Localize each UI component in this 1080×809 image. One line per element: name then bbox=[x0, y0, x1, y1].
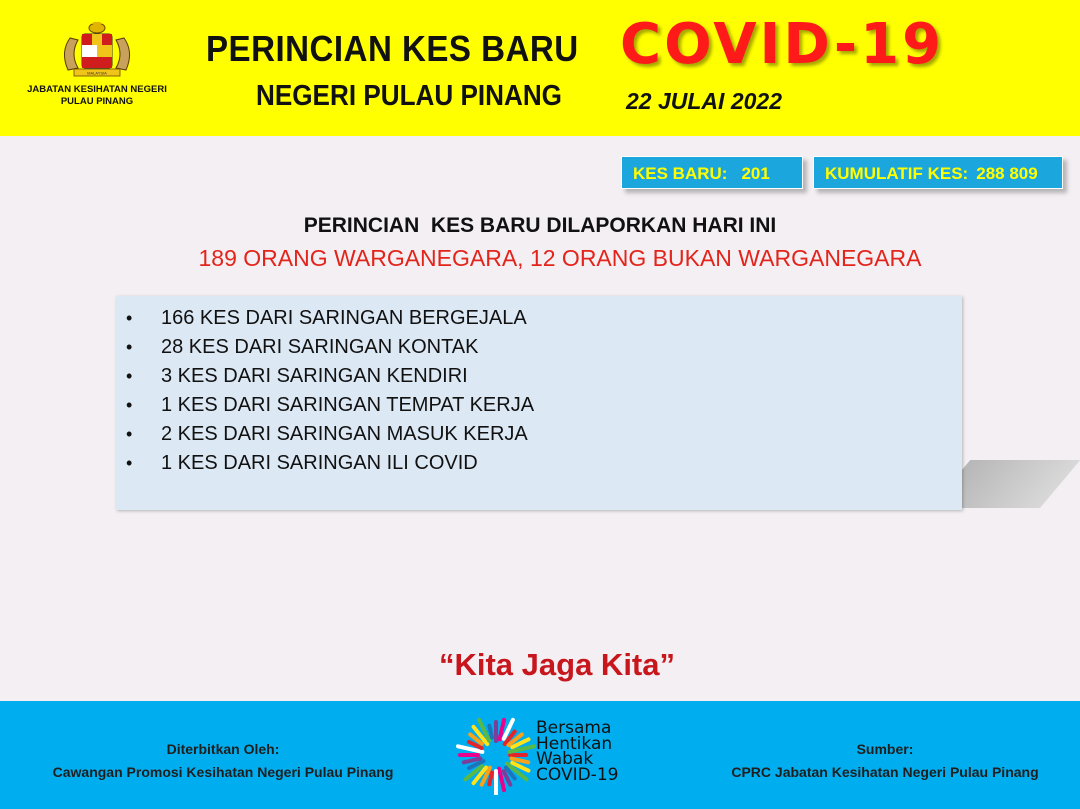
crest-label: MALAYSIA bbox=[87, 70, 107, 76]
state-title: NEGERI PULAU PINANG bbox=[256, 80, 562, 112]
case-source-panel bbox=[116, 296, 962, 510]
campaign-line-4: COVID-19 bbox=[536, 764, 619, 785]
new-cases-label: KES BARU: bbox=[633, 164, 728, 183]
department-name bbox=[14, 84, 180, 108]
list-item: • 2 KES DARI SARINGAN MASUK KERJA bbox=[126, 420, 534, 449]
bullet-icon: • bbox=[126, 308, 133, 328]
list-item: • 1 KES DARI SARINGAN ILI COVID bbox=[126, 449, 534, 478]
details-heading: PERINCIAN KES BARU DILAPORKAN HARI INI bbox=[303, 214, 777, 237]
cumulative-value: 288 809 bbox=[976, 164, 1038, 183]
slogan: “Kita Jaga Kita” bbox=[438, 647, 675, 682]
footer-banner bbox=[0, 701, 1080, 809]
citizenship-breakdown: 189 ORANG WARGANEGARA, 12 ORANG BUKAN WARGANEGARA bbox=[198, 245, 922, 271]
cumulative-label: KUMULATIF KES: bbox=[825, 164, 969, 183]
report-date: 22 JULAI 2022 bbox=[626, 88, 782, 114]
campaign-text bbox=[536, 718, 619, 785]
list-item: • 166 KES DARI SARINGAN BERGEJALA bbox=[126, 304, 534, 333]
bullet-icon: • bbox=[126, 337, 133, 357]
source-label: Sumber: bbox=[856, 741, 914, 757]
case-source-list bbox=[126, 304, 534, 478]
department-line-2: PULAU PINANG bbox=[60, 96, 134, 107]
bullet-icon: • bbox=[126, 366, 133, 386]
list-item: • 3 KES DARI SARINGAN KENDIRI bbox=[126, 362, 534, 391]
list-item: • 28 KES DARI SARINGAN KONTAK bbox=[126, 333, 534, 362]
page-title: PERINCIAN KES BARU bbox=[206, 28, 579, 69]
publisher-name: Cawangan Promosi Kesihatan Negeri Pulau Pinang bbox=[52, 764, 394, 780]
list-item: • 1 KES DARI SARINGAN TEMPAT KERJA bbox=[126, 391, 534, 420]
header-banner bbox=[0, 0, 1080, 136]
campaign-line-1: Bersama bbox=[536, 718, 612, 738]
logo-ray bbox=[489, 773, 492, 785]
bullet-icon: • bbox=[126, 424, 133, 444]
logo-ray bbox=[489, 726, 492, 738]
cumulative-cases-badge bbox=[813, 156, 1063, 189]
campaign-line-3: Wabak bbox=[536, 749, 594, 769]
new-cases-badge bbox=[621, 156, 803, 189]
new-cases-value: 201 bbox=[741, 164, 770, 183]
bullet-icon: • bbox=[126, 395, 133, 415]
bullet-icon: • bbox=[126, 453, 133, 473]
campaign-logo-icon bbox=[456, 715, 536, 795]
department-line-1: JABATAN KESIHATAN NEGERI bbox=[27, 84, 167, 95]
campaign-line-2: Hentikan bbox=[536, 733, 613, 754]
source-name: CPRC Jabatan Kesihatan Negeri Pulau Pinang bbox=[731, 764, 1039, 780]
coat-of-arms-icon bbox=[56, 22, 138, 82]
covid-title: COVID-19 bbox=[620, 12, 945, 77]
publisher-label: Diterbitkan Oleh: bbox=[166, 741, 280, 757]
